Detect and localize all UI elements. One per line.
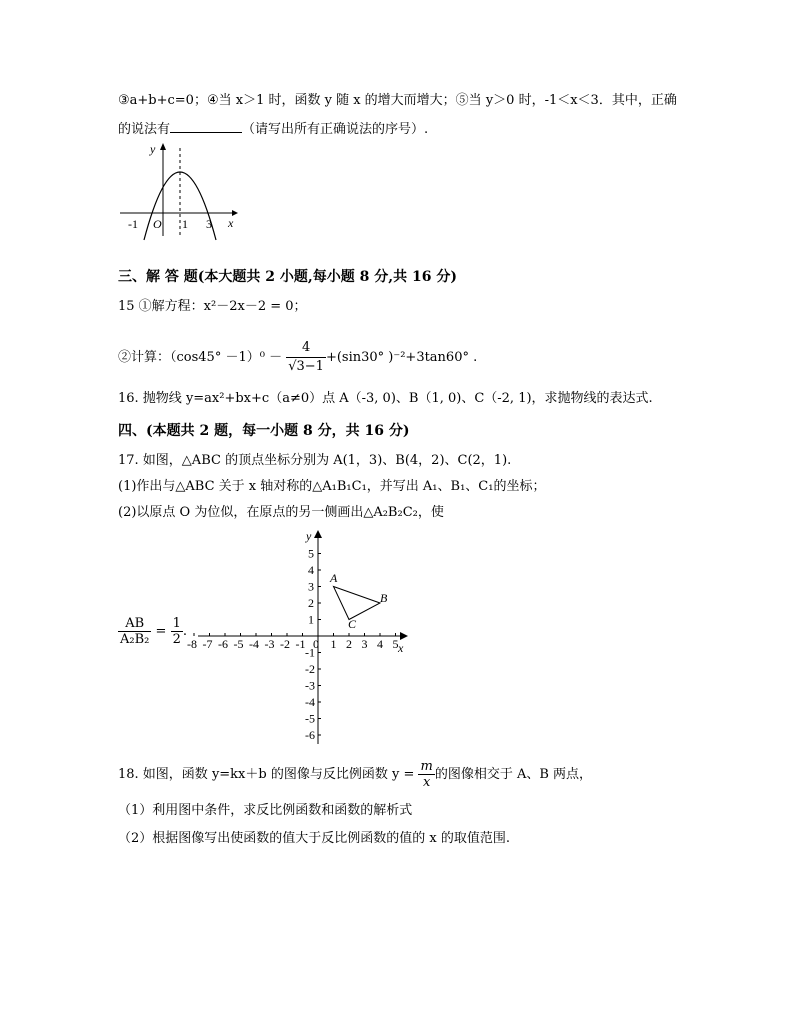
y-tick-label: -6 <box>305 728 315 742</box>
q15-fraction <box>286 339 326 376</box>
x-tick-label: -2 <box>280 637 290 651</box>
ratio-value-num: 1 <box>172 616 181 631</box>
y-tick-label: -3 <box>305 678 315 693</box>
x-tick-label: -3 <box>264 637 275 651</box>
y-tick-label: -2 <box>305 662 315 676</box>
ratio-end: . <box>182 624 187 639</box>
y-tick-label: -4 <box>305 695 315 709</box>
answer-blank[interactable] <box>170 120 242 133</box>
q18-fraction-den: x <box>422 775 431 790</box>
y-tick-label: 1 <box>308 612 314 627</box>
y-tick-label: -1 <box>305 645 315 660</box>
q15-fraction-den: √3−1 <box>288 359 324 374</box>
q15-part2-pre: ②计算：（cos45° －1）⁰ － <box>118 350 283 365</box>
ratio-formula <box>118 616 187 647</box>
parabola-graph <box>116 140 240 240</box>
x-tick-label: -7 <box>202 637 213 651</box>
q18-pre: 18. 如图，函数 y=kx＋b 的图像与反比例函数 y = <box>118 767 415 782</box>
x-tick-label: -6 <box>218 637 228 651</box>
section4-title: 四、(本题共 2 题，每一小题 8 分，共 16 分) <box>118 423 410 439</box>
graph-tick-1: 1 <box>182 217 188 231</box>
section3-title: 三、解 答 题(本大题共 2 小题,每小题 8 分,共 16 分) <box>118 269 457 285</box>
coordinate-grid <box>187 526 416 748</box>
graph-y-label: y <box>150 142 156 156</box>
q17-part2: (2)以原点 O 为位似，在原点的另一侧画出△A₂B₂C₂，使 <box>118 505 444 520</box>
ratio-fraction <box>118 616 151 647</box>
q18-fraction-num: m <box>420 759 433 774</box>
x-tick-label: 3 <box>361 637 368 651</box>
y-tick-label: 3 <box>308 579 314 594</box>
x-tick-label: -8 <box>187 637 197 651</box>
x-tick-label: -1 <box>295 637 306 651</box>
q15-fraction-num: 4 <box>286 339 326 358</box>
graph-tick-neg1: -1 <box>128 217 138 231</box>
y-tick-label: 4 <box>308 563 314 577</box>
ratio-value-den: 2 <box>172 632 181 647</box>
x-tick-label: 5 <box>392 637 399 651</box>
point-C-label: C <box>348 617 357 631</box>
x-tick-label: -4 <box>249 637 259 651</box>
triangle-abc <box>334 587 381 620</box>
ratio-value <box>171 616 183 647</box>
ratio-eq: = <box>155 624 167 639</box>
q14-line2 <box>118 120 428 139</box>
q18 <box>118 758 592 792</box>
graph-x-label: x <box>228 216 234 230</box>
q17: 17. 如图，△ABC 的顶点坐标分别为 A(1，3)、B(4，2)、C(2，1). <box>118 453 512 468</box>
y-tick-label: 5 <box>308 546 314 561</box>
ratio-den: A₂B₂ <box>120 632 150 647</box>
graph-origin: O <box>153 217 162 231</box>
y-tick-label: 2 <box>308 596 314 610</box>
grid-origin: 0 <box>313 637 319 651</box>
q14-line1: ③a+b+c=0；④当 x＞1 时，函数 y 随 x 的增大而增大；⑤当 y＞0 时，-1＜x＜3．其中，正确 <box>118 93 677 108</box>
x-tick-label: 4 <box>377 637 383 651</box>
ratio-num: AB <box>118 616 151 632</box>
q15-part2 <box>118 338 477 378</box>
q18-part1: （1）利用图中条件，求反比例函数和函数的解析式 <box>118 803 413 818</box>
q16: 16. 抛物线 y=ax²+bx+c（a≠0）点 A（-3, 0)、B（1, 0)、C（-2, 1)，求抛物线的表达式. <box>118 391 653 406</box>
q18-post: 的图像相交于 A、B 两点， <box>434 767 593 782</box>
grid-x-label: x <box>398 641 404 655</box>
x-tick-label: -5 <box>233 637 244 651</box>
x-tick-label: 1 <box>330 637 337 651</box>
q14-line2-pre: 的说法有 <box>118 122 171 137</box>
q15-part2-post: +(sin30° )⁻²+3tan60° . <box>325 350 478 365</box>
graph-tick-3: 3 <box>206 217 212 231</box>
grid-y-label: y <box>306 529 312 543</box>
point-A-label: A <box>330 571 338 585</box>
x-tick-label: 2 <box>346 637 352 651</box>
q14-line2-post: （请写出所有正确说法的序号）. <box>242 122 429 137</box>
point-B-label: B <box>380 591 388 605</box>
q15-part1: 15 ①解方程：x²－2x－2 = 0； <box>118 299 307 314</box>
q18-fraction <box>418 759 434 790</box>
q17-part1: (1)作出与△ABC 关于 x 轴对称的△A₁B₁C₁，并写出 A₁、B₁、C₁的坐标； <box>118 479 546 494</box>
q18-part2: （2）根据图像写出使函数的值大于反比例函数的值的 x 的取值范围. <box>118 831 510 846</box>
y-tick-label: -5 <box>305 711 315 726</box>
